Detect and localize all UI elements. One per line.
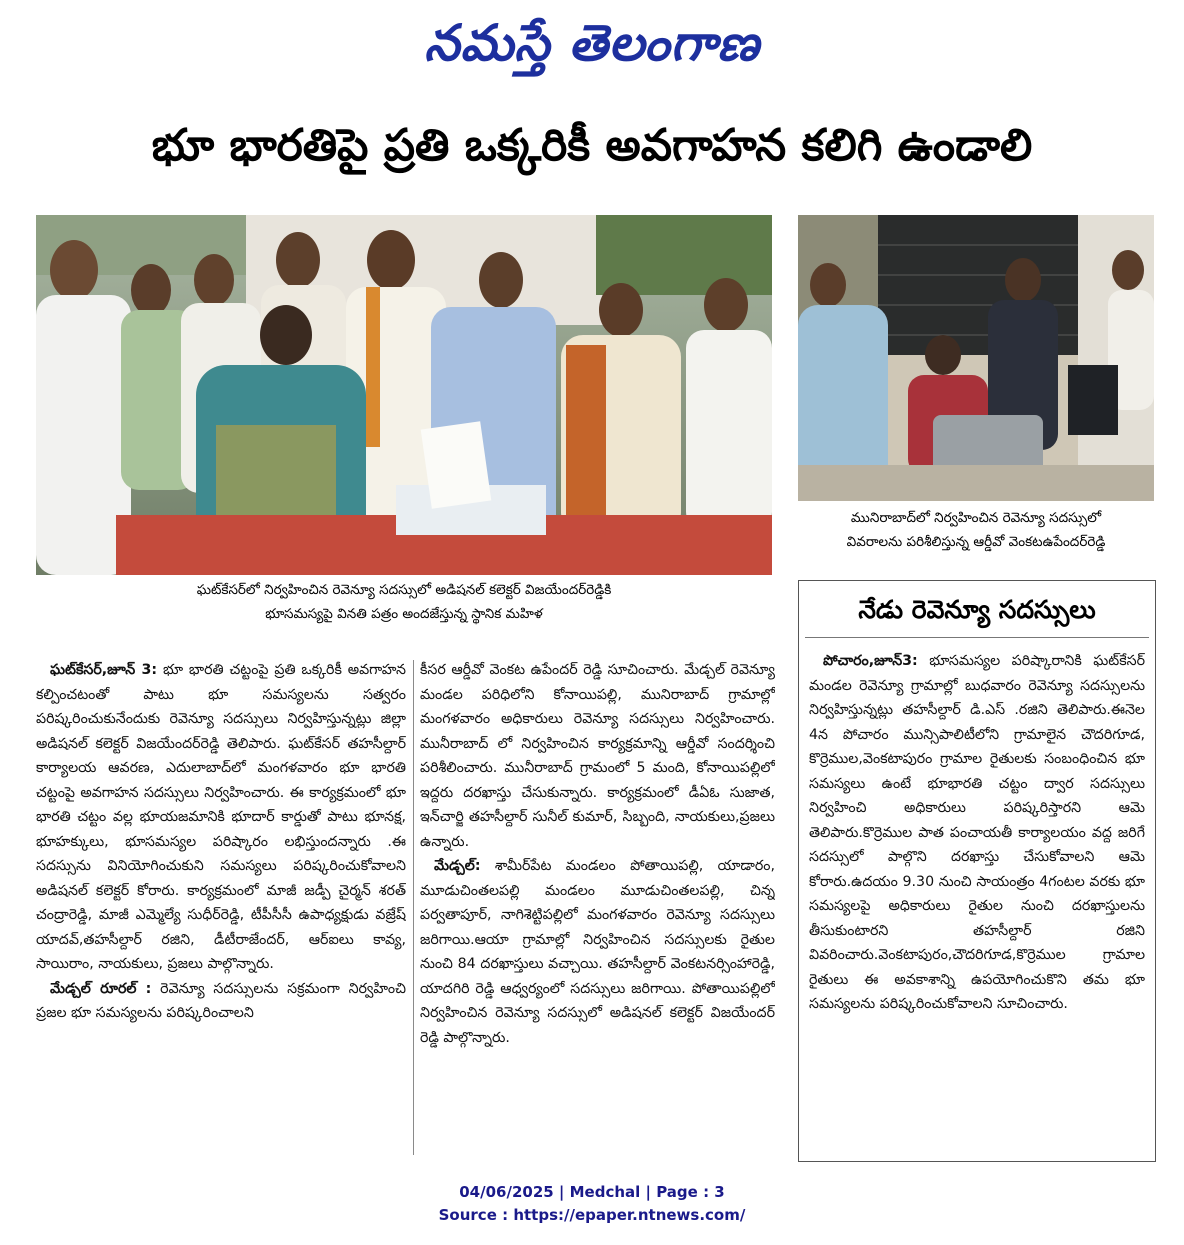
article-text: కీసర ఆర్డీవో వెంకట ఉపేందర్ రెడ్డి సూచించారు. మేడ్చల్ రెవెన్యూ మండల పరిధిలోని కోనాయిపల్లి, మునిరాబాద్ గ్రామాల్లో మంగళవారం అధికారులు రెవెన్యూ సదస్సులు నిర్వహించారు. మునీరాబాద్ లో నిర్వహించిన కార్యక్రమాన్ని ఆర్డీవో సందర్శించి పరిశీలించారు. మునీరాబాద్ గ్రామంలో 5 మంది, కోనాయిపల్లిలో ఇద్దరు దరఖాస్తు చేసుకున్నారు. కార్యక్రమంలో డీఏఓ సుజాత, ఇన్‌చార్జి తహసీల్దార్ సునీల్ కుమార్, సిబ్బంది, నాయకులు,ప్రజలు ఉన్నారు.: [420, 662, 775, 850]
article-column-1: [36, 658, 406, 1158]
article-paragraph: [809, 649, 1145, 1017]
photo-right-caption: [798, 506, 1154, 554]
sidebar-story-divider: [805, 637, 1149, 638]
sidebar-story-title: నేడు రెవెన్యూ సదస్సులు: [858, 595, 1096, 624]
dateline: మేడ్చల్:: [434, 858, 481, 874]
article-text: భూసమస్యల పరిష్కారానికి ఘట్‌కేసర్ మండల రెవెన్యూ గ్రామాల్లో బుధవారం రెవెన్యూ సదస్సులను నిర్వహిస్తున్నట్లు తహసీల్దార్ డి.ఎస్ .రజిని తెలిపారు.ఈనెల 4న పోచారం మున్సిపాలిటీలోని గ్రామాలైన చౌదరిగూడ, కొర్రెముల,వెంకటాపురం గ్రామాల రైతులకు సంబంధించిన భూ సమస్యలు ఉంటే భూభారతి చట్టం ద్వార సదస్సులు నిర్వహించి అధికారులు పరిష్కరిస్తారని ఆమె తెలిపారు.కొర్రెముల పాత పంచాయతీ కార్యాలయం వద్ద జరిగే సదస్సులో పాల్గొని దరఖాస్తు చేసుకోవాలని ఆమె కోరారు.ఉదయం 9.30 నుంచి సాయంత్రం 4గంటల వరకు భూ సమస్యలపై అధికారులు రైతుల నుంచి దరఖాస్తులను తీసుకుంటారని తహసీల్దార్ రజిని వివరించారు.వెంకటాపురం,చౌదరిగూడ,కొర్రెముల గ్రామాల రైతులు ఈ అవకాశాన్ని ఉపయోగించుకొని తమ భూ సమస్యలను పరిష్కరించుకోవాలని సూచించారు.: [809, 653, 1145, 1012]
dateline: పోచారం,జూన్3:: [823, 653, 918, 669]
photo-right-caption-line2: వివరాలను పరిశీలిస్తున్న ఆర్డీవో వెంకటఉపేందర్‌రెడ్డి: [846, 534, 1106, 550]
photo-right: [798, 215, 1154, 501]
article-column-2: [420, 658, 775, 1158]
article-paragraph: [36, 658, 406, 977]
sidebar-story-box: [798, 580, 1156, 1162]
dateline: మేడ్చల్ రూరల్ :: [50, 980, 152, 997]
photo-left: [36, 215, 772, 575]
article-paragraph: [36, 977, 406, 1026]
article-text: శామీర్‌పేట మండలం పోతాయిపల్లి, యాడారం, మూడుచింతలపల్లి మండలం మూడుచింతలపల్లి, చిన్న పర్వతాపూర్, నాగిశెట్టిపల్లిలో మంగళవారం రెవెన్యూ సదస్సులు జరిగాయి.ఆయా గ్రామాల్లో నిర్వహించిన సదస్సులకు రైతుల నుంచి 84 దరఖాస్తులు వచ్చాయి. తహసీల్దార్ వెంకటనర్సింహారెడ్డి, యాదగిరి రెడ్డి ఆధ్వర్యంలో సదస్సులు జరిగాయి. పోతాయిపల్లిలో నిర్వహించిన రెవెన్యూ సదస్సులో అడిషనల్ కలెక్టర్ విజయేందర్ రెడ్డి పాల్గొన్నారు.: [420, 858, 775, 1046]
dateline: ఘట్‌కేసర్,జూన్ 3:: [50, 662, 158, 678]
photo-left-caption: [36, 578, 772, 626]
footer-edition-info: 04/06/2025 | Medchal | Page : 3: [459, 1183, 725, 1201]
article-text: రెవెన్యూ సదస్సులను సక్రమంగా నిర్వహించి ప్రజల భూ సమస్యలను పరిష్కరించాలని: [36, 980, 406, 1021]
article-text: భూ భారతి చట్టంపై ప్రతి ఒక్కరికీ అవగాహన కల్పించటంతో పాటు భూ సమస్యలను సత్వరం పరిష్కరించుకునేందుకు రెవెన్యూ సదస్సులు నిర్వహిస్తున్నట్లు జిల్లా అడిషనల్ కలెక్టర్ విజయేందర్‌రెడ్డి తెలిపారు. ఘట్‌కేసర్ తహసీల్దార్ కార్యాలయ ఆవరణ, ఎదులాబాద్‌లో మంగళవారం భూ భారతి చట్టంపై అవగాహన సదస్సులు నిర్వహించారు. ఈ కార్యక్రమంలో భూ భారతి చట్టం వల్ల భూయజమానికి భూదార్ కార్డుతో పాటు భూనక్ష, భూహక్కులు, భూసమస్యల పరిష్కారం లభిస్తుందన్నారు .ఈ సదస్సును వినియోగించుకుని సమస్యలు పరిష్కరించుకోవాలని అడిషనల్ కలెక్టర్ కోరారు. కార్యక్రమంలో మాజీ జడ్పీ చైర్మన్ శరత్ చంద్రారెడ్డి, మాజీ ఎమ్మెల్యే సుధీర్‌రెడ్డి, టీపీసీసీ ఉపాధ్యక్షుడు వజ్రేష్ యాదవ్,తహసీల్దార్ రజిని, డీటీరాజేందర్, ఆర్‌ఐలు కావ్య, సాయిరాం, నాయకులు, ప్రజలు పాల్గొన్నారు.: [36, 662, 406, 972]
sidebar-story-body: [809, 649, 1145, 1154]
column-divider: [413, 660, 414, 1155]
photo-left-caption-line2: భూసమస్యపై వినతి పత్రం అందజేస్తున్న స్థానిక మహిళ: [265, 606, 543, 622]
article-paragraph: [420, 658, 775, 854]
footer-source: Source : https://epaper.ntnews.com/: [438, 1206, 746, 1224]
photo-right-caption-line1: మునిరాబాద్‌లో నిర్వహించిన రెవెన్యూ సదస్సులో: [850, 510, 1102, 526]
photo-left-caption-line1: ఘట్‌కేసర్‌లో నిర్వహించిన రెవెన్యూ సదస్సులో అడిషనల్ కలెక్టర్ విజయేందర్‌రెడ్డికి: [196, 582, 612, 598]
headline: భూ భారతిపై ప్రతి ఒక్కరికీ అవగాహన కలిగి ఉండాలి: [151, 120, 1033, 171]
masthead-logo: నమస్తే తెలంగాణ: [424, 14, 760, 72]
article-paragraph: [420, 854, 775, 1050]
